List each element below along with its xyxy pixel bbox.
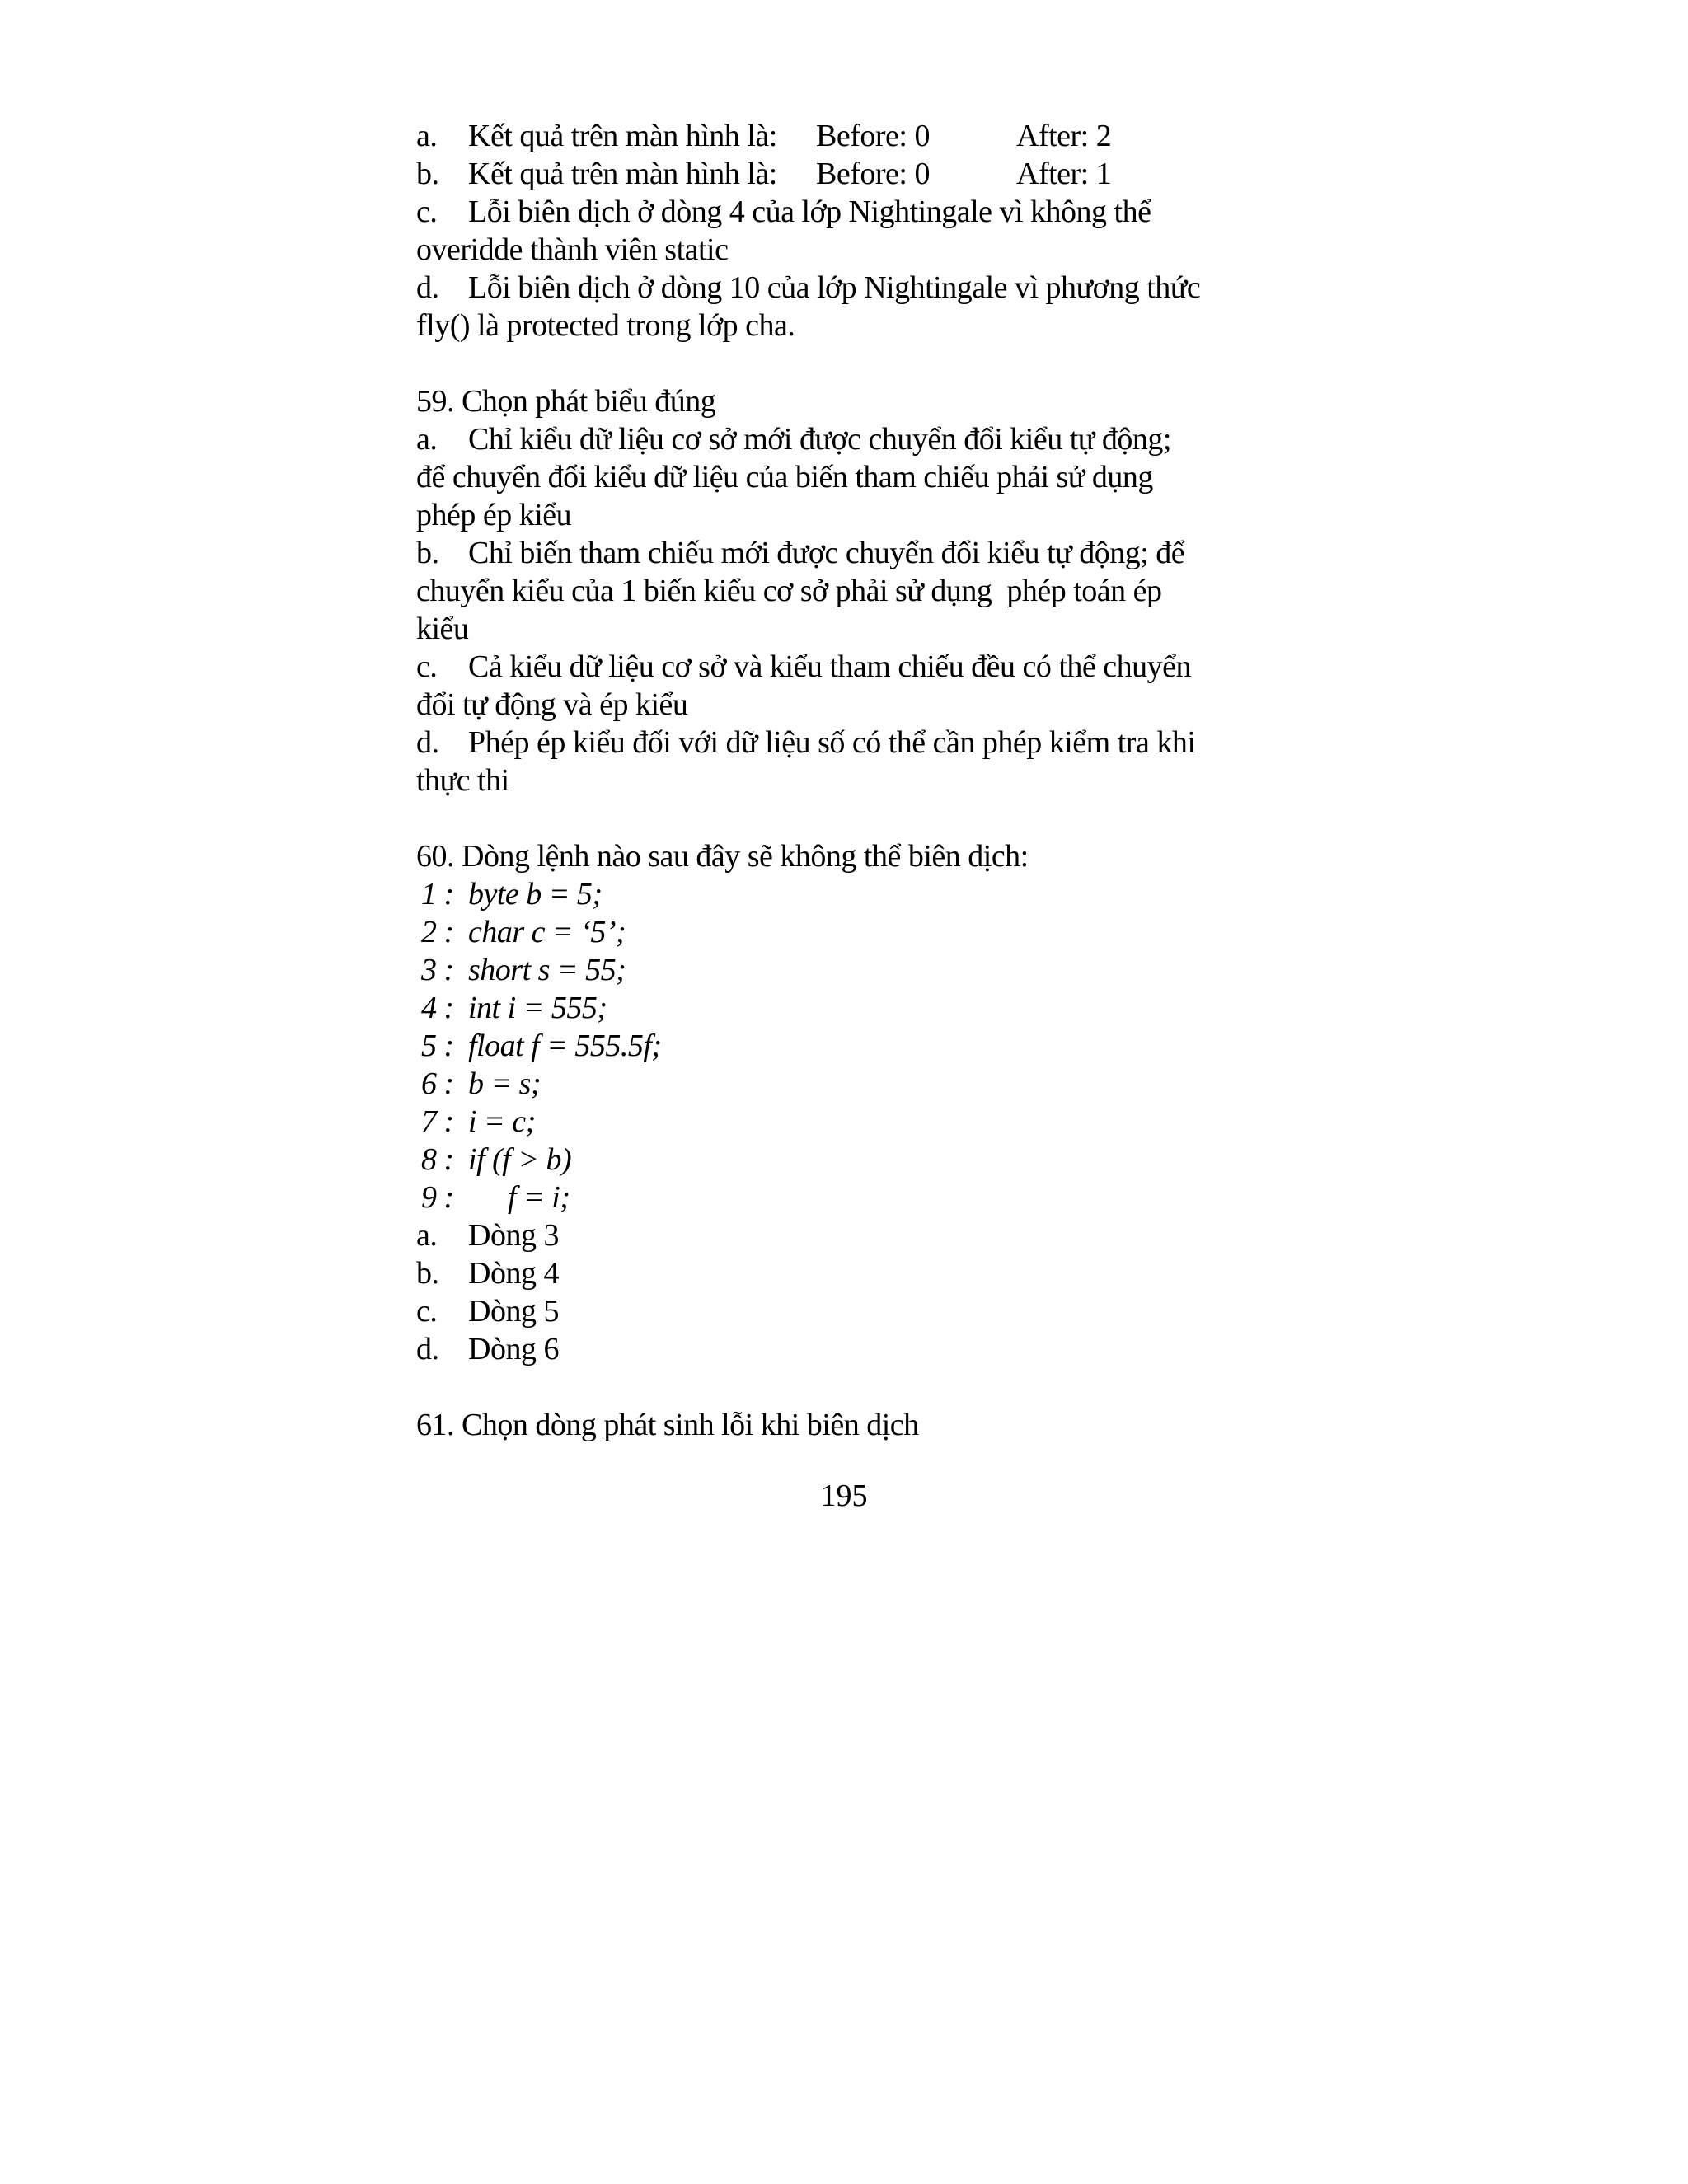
text-part: b. [416,157,439,191]
text-part: 7 : [421,1104,454,1139]
text-line [416,382,1323,420]
text-part: Chỉ biến tham chiếu mới được chuyển đổi kiểu tự động; để [468,536,1185,570]
text-part: Dòng 6 [468,1332,559,1366]
text-part: a. [416,422,438,457]
text-part: f = i; [508,1180,570,1215]
text-line [416,1065,1323,1103]
text-line [416,1179,1323,1216]
text-part: c. [416,1294,438,1329]
blank-line [416,799,1323,837]
text-part: char c = ‘5’; [468,915,626,949]
text-part: i = c; [468,1104,536,1139]
text-line [416,572,1323,610]
text-part: kiểu [416,612,469,646]
text-line [416,1406,1323,1444]
text-line [416,951,1323,989]
text-part: Before: 0 [816,119,930,153]
text-line [416,1027,1323,1065]
text-part: 8 : [421,1142,454,1177]
text-part: chuyển kiểu của 1 biến kiểu cơ sở phải sử dụng phép toán ép [416,574,1162,608]
text-part: đổi tự động và ép kiểu [416,687,688,722]
text-line [416,913,1323,951]
text-part: Cả kiểu dữ liệu cơ sở và kiểu tham chiếu đều có thể chuyển [468,649,1192,684]
text-line [416,1254,1323,1292]
text-part: Dòng 5 [468,1294,559,1329]
text-line [416,269,1323,307]
text-part: c. [416,194,438,229]
text-line [416,610,1323,648]
text-line [416,307,1323,344]
text-part: 59. Chọn phát biểu đúng [416,384,716,419]
text-part: a. [416,1218,438,1253]
text-part: int i = 555; [468,991,607,1025]
text-part: Phép ép kiểu đối với dữ liệu số có thể cần phép kiểm tra khi [468,725,1196,760]
text-part: 4 : [421,991,454,1025]
text-part: 1 : [421,877,454,912]
text-part: b. [416,1256,439,1291]
text-line [416,762,1323,799]
text-part: Kết quả trên màn hình là: [468,119,777,153]
text-part: 3 : [421,953,454,987]
text-line [416,420,1323,458]
text-part: 5 : [421,1029,454,1063]
text-block [416,117,1323,1444]
text-part: Kết quả trên màn hình là: [468,157,777,191]
text-line [416,1103,1323,1141]
text-part: b. [416,536,439,570]
text-line [416,193,1323,231]
text-part: short s = 55; [468,953,626,987]
text-line [416,231,1323,269]
text-part: 9 : [421,1180,454,1215]
text-part: để chuyển đổi kiểu dữ liệu của biến tham chiếu phải sử dụng [416,460,1153,494]
text-part: c. [416,649,438,684]
text-part: Chỉ kiểu dữ liệu cơ sở mới được chuyển đổi kiểu tự động; [468,422,1171,457]
text-line [416,1141,1323,1179]
text-line [416,496,1323,534]
page-number: 195 [820,1479,868,1513]
text-line [416,724,1323,762]
text-line [416,534,1323,572]
text-part: if (f > b) [468,1142,572,1177]
text-line [416,989,1323,1027]
text-line [416,1330,1323,1368]
text-part: thực thi [416,763,509,798]
text-part: 6 : [421,1066,454,1101]
text-line [416,458,1323,496]
text-part: overidde thành viên static [416,232,729,267]
text-line [416,1216,1323,1254]
text-part: phép ép kiểu [416,498,572,532]
text-part: b = s; [468,1066,542,1101]
text-part: Dòng 4 [468,1256,559,1291]
text-part: Before: 0 [816,157,930,191]
blank-line [416,1368,1323,1406]
text-line [416,1292,1323,1330]
blank-line [416,344,1323,382]
text-line [416,837,1323,875]
text-part: Lỗi biên dịch ở dòng 10 của lớp Nightingale vì phương thức [468,270,1201,305]
text-part: float f = 555.5f; [468,1029,662,1063]
text-part: Dòng 3 [468,1218,559,1253]
text-line [416,117,1323,155]
text-part: After: 1 [1016,157,1112,191]
text-part: 60. Dòng lệnh nào sau đây sẽ không thể biên dịch: [416,839,1029,874]
text-part: 2 : [421,915,454,949]
text-part: d. [416,725,439,760]
text-part: a. [416,119,438,153]
text-part: fly() là protected trong lớp cha. [416,308,795,343]
text-line [416,155,1323,193]
text-part: After: 2 [1016,119,1112,153]
text-part: byte b = 5; [468,877,603,912]
text-line [416,648,1323,686]
text-part: 61. Chọn dòng phát sinh lỗi khi biên dịch [416,1408,919,1442]
text-part: Lỗi biên dịch ở dòng 4 của lớp Nightingale vì không thể [468,194,1151,229]
text-line [416,686,1323,724]
text-part: d. [416,1332,439,1366]
text-line [416,875,1323,913]
text-part: d. [416,270,439,305]
